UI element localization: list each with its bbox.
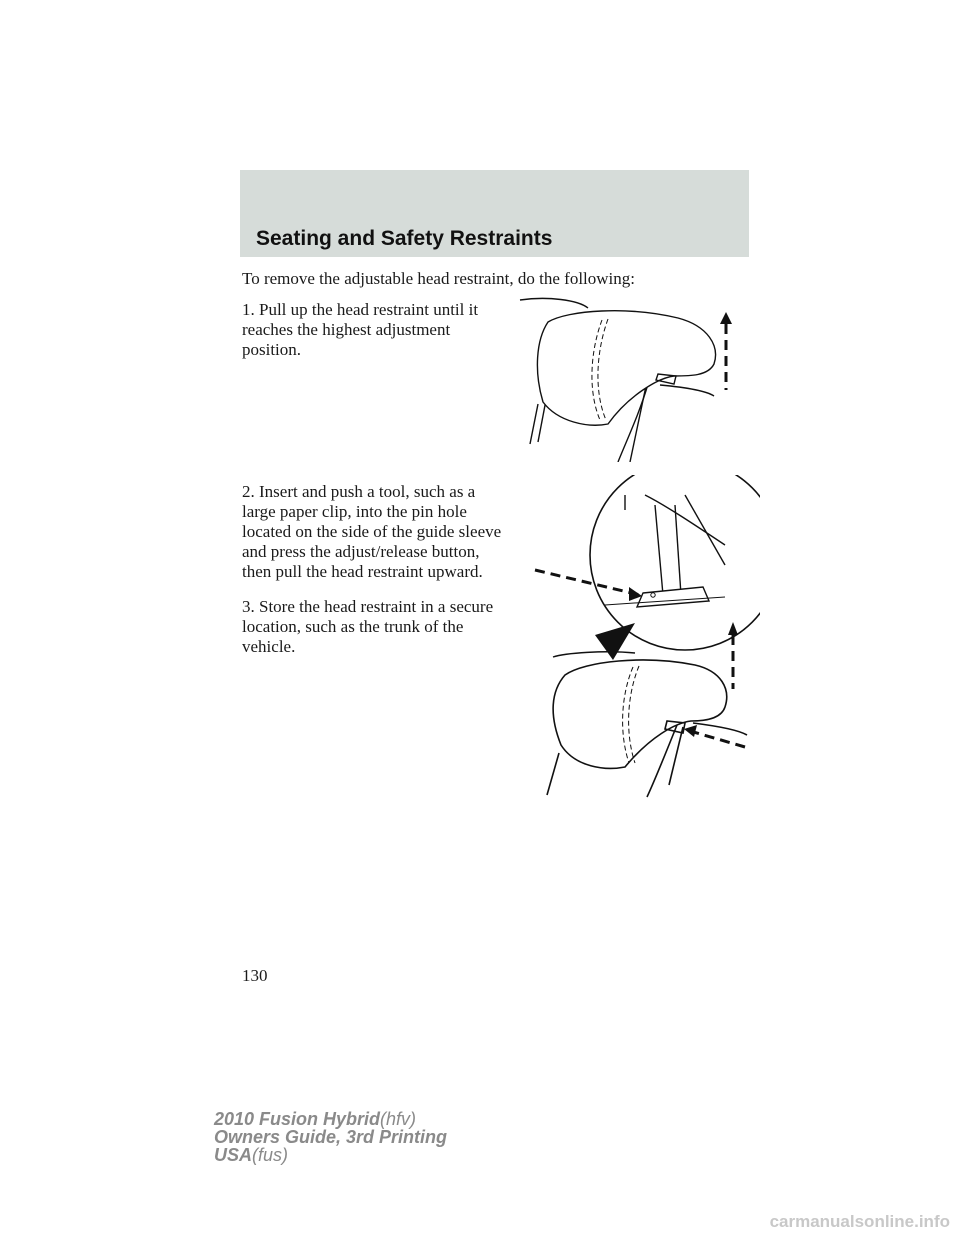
watermark: carmanualsonline.info bbox=[769, 1212, 950, 1231]
head-restraint-raised-illustration bbox=[508, 292, 748, 462]
footer-model-code: (hfv) bbox=[380, 1109, 417, 1129]
step-3-text: 3. Store the head restraint in a secure location, such as the trunk of the vehicle. bbox=[242, 597, 494, 656]
section-header-band bbox=[240, 170, 749, 257]
step-2-text: 2. Insert and push a tool, such as a large paper clip, into the pin hole located on the side of the guide sleeve and press the adjust/release button, then pull the head restraint upward. bbox=[242, 482, 502, 581]
intro-text: To remove the adjustable head restraint, do the following: bbox=[242, 269, 636, 288]
footer-market-code: (fus) bbox=[252, 1145, 289, 1165]
footer-model: 2010 Fusion Hybrid bbox=[214, 1109, 381, 1129]
section-title: Seating and Safety Restraints bbox=[256, 227, 553, 250]
footer-guide-edition: Owners Guide, 3rd Printing bbox=[214, 1127, 448, 1147]
step-1-text: 1. Pull up the head restraint until it reaches the highest adjustment position. bbox=[242, 300, 479, 359]
footer-market: USA bbox=[214, 1145, 253, 1165]
pin-hole-release-illustration bbox=[525, 475, 760, 805]
document-footer bbox=[214, 1110, 447, 1164]
page-number: 130 bbox=[242, 966, 268, 985]
